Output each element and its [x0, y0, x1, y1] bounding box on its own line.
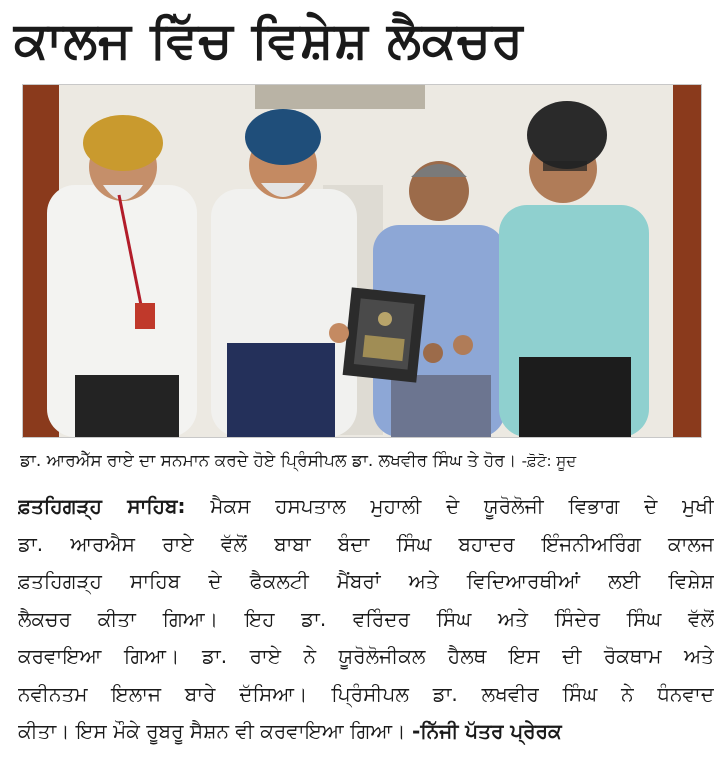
- story-line: [18, 713, 714, 751]
- caption-text: ਡਾ. ਆਰਐੱਸ ਰਾਏ ਦਾ ਸਨਮਾਨ ਕਰਦੇ ਹੋਏ ਪ੍ਰਿੰਸੀਪਲ ਡਾ. ਲਖਵੀਰ ਸਿੰਘ ਤੇ ਹੋਰ।: [20, 451, 517, 471]
- byline: -ਨਿੱਜੀ ਪੱਤਰ ਪ੍ਰੇਰਕ: [412, 719, 562, 743]
- story-line-text: ਕੀਤਾ। ਇਸ ਮੌਕੇ ਰੂਬਰੂ ਸੈਸ਼ਨ ਵੀ ਕਰਵਾਇਆ ਗਿਆ।: [18, 719, 406, 743]
- news-photo-illustration: [23, 85, 701, 437]
- photo-caption: [20, 448, 710, 474]
- headline: ਕਾਲਜ ਵਿੱਚ ਵਿਸ਼ੇਸ਼ ਲੈਕਚਰ: [14, 11, 524, 69]
- dateline: ਫ਼ਤਹਿਗੜ੍ਹ ਸਾਹਿਬ:: [18, 494, 186, 518]
- story-line: ਕਰਵਾਇਆ ਗਿਆ। ਡਾ. ਰਾਏ ਨੇ ਯੂਰੋਲੋਜੀਕਲ ਹੈਲਥ ਇਸ ਦੀ ਰੋਕਥਾਮ ਅਤੇ: [18, 644, 714, 668]
- story-line: ਨਵੀਨਤਮ ਇਲਾਜ ਬਾਰੇ ਦੱਸਿਆ। ਪ੍ਰਿੰਸੀਪਲ ਡਾ. ਲਖਵੀਰ ਸਿੰਘ ਨੇ ਧੰਨਵਾਦ: [18, 681, 714, 706]
- award-plaque: [343, 287, 426, 382]
- story-line: ਲੈਕਚਰ ਕੀਤਾ ਗਿਆ। ਇਹ ਡਾ. ਵਰਿੰਦਰ ਸਿੰਘ ਅਤੇ ਸਿੰਦੇਰ ਸਿੰਘ ਵੱਲੋਂ: [18, 606, 714, 631]
- story-line: ਡਾ. ਆਰਐਸ ਰਾਏ ਵੱਲੋਂ ਬਾਬਾ ਬੰਦਾ ਸਿੰਘ ਬਹਾਦਰ ਇੰਜਨੀਅਰਿੰਗ ਕਾਲਜ: [18, 531, 714, 556]
- story-body: [18, 488, 714, 751]
- news-photo: [22, 84, 702, 438]
- story-line-text: ਮੈਕਸ ਹਸਪਤਾਲ ਮੁਹਾਲੀ ਦੇ ਯੂਰੋਲੋਜੀ ਵਿਭਾਗ ਦੇ ਮੁਖੀ: [210, 494, 714, 518]
- photo-credit: -ਫ਼ੋਟੋ: ਸੂਦ: [521, 452, 577, 470]
- story-line: [18, 488, 714, 526]
- story-line: ਫ਼ਤਹਿਗੜ੍ਹ ਸਾਹਿਬ ਦੇ ਫੈਕਲਟੀ ਮੈਂਬਰਾਂ ਅਤੇ ਵਿਦਿਆਰਥੀਆਂ ਲਈ ਵਿਸ਼ੇਸ਼: [18, 569, 714, 593]
